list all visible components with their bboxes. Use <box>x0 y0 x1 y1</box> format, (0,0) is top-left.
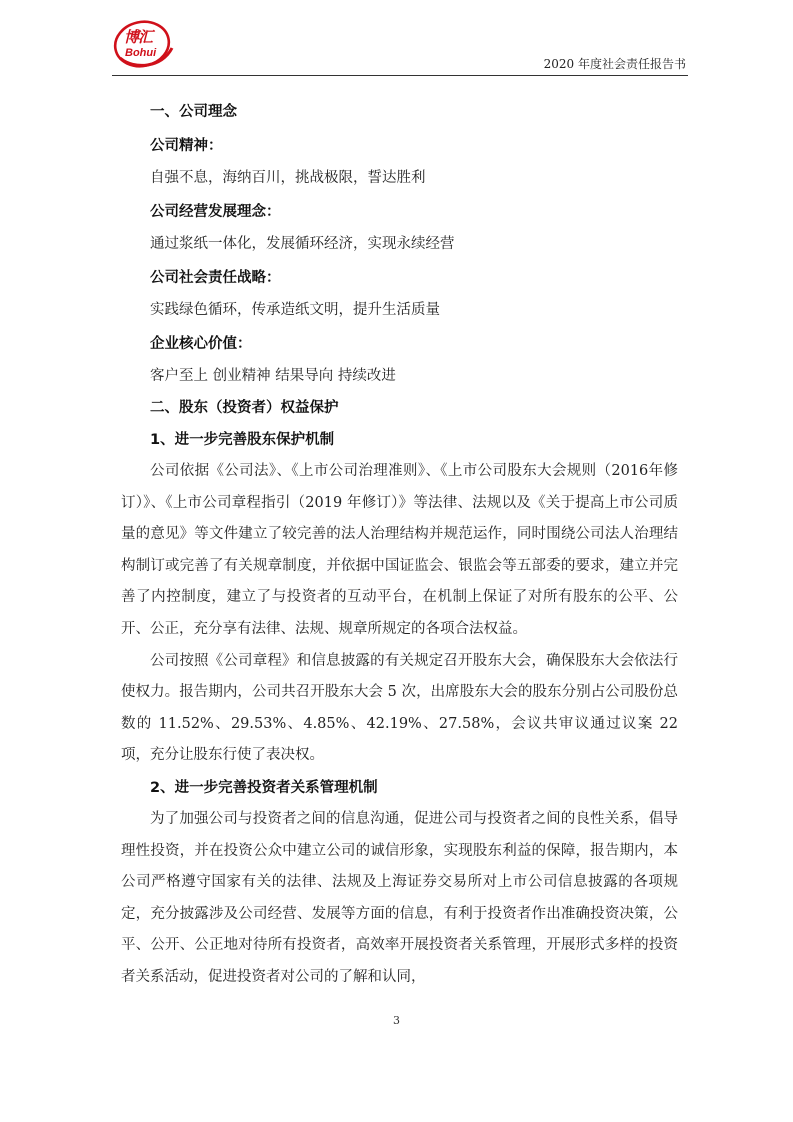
header-divider <box>112 75 688 76</box>
report-title: 2020 年度社会责任报告书 <box>543 57 686 71</box>
values-label: 企业核心价值： <box>150 336 252 352</box>
subsection-1-title: 1、进一步完善股东保护机制 <box>150 432 335 448</box>
bohui-logo <box>112 14 176 72</box>
paragraph-governance: 公司依据《公司法》、《上市公司治理准则》、《上市公司股东大会规则（2016年修订）》、《上市公司章程指引（2019 年修订）》等法律、法规以及《关于提高上市公司质量的意见》等文件建立了较完善的法人治理结构并规范运作，同时围绕公司法人治理结构制订或完善了有关规章制度，并依据中国证监会、银监会等五部委的要求，建立并完善了内控制度，建立了与投资者的互动平台，在机制上保证了对所有股东的公平、公开、公正，充分享有法律、法规、规章所规定的各项合法权益。 <box>121 463 678 637</box>
page-header <box>112 14 686 76</box>
section-2-title: 二、股东（投资者）权益保护 <box>150 400 339 416</box>
paragraph-investor-relations: 为了加强公司与投资者之间的信息沟通，促进公司与投资者之间的良性关系，倡导理性投资，并在投资公众中建立公司的诚信形象，实现股东利益的保障，报告期内，本公司严格遵守国家有关的法律、法规及上海证券交易所对上市公司信息披露的各项规定，充分披露涉及公司经营、发展等方面的信息，有利于投资者作出准确投资决策，公平、公开、公正地对待所有投资者，高效率开展投资者关系管理，开展形式多样的投资者关系活动，促进投资者对公司的了解和认同， <box>121 810 678 985</box>
philosophy-text: 通过浆纸一体化，发展循环经济，实现永续经营 <box>150 236 455 252</box>
document-body <box>121 96 678 994</box>
paragraph-shareholder-meetings: 公司按照《公司章程》和信息披露的有关规定召开股东大会，确保股东大会依法行使权力。报告期内，公司共召开股东大会 5 次，出席股东大会的股东分别占公司股份总数的 11.52%、29.53%、4.85%、42.19%、27.58%，会议共审议通过议案 22 项，充分让股东行使了表决权。 <box>121 652 678 764</box>
section-1-title: 一、公司理念 <box>150 104 237 120</box>
logo-cn-text: 博汇 <box>124 28 153 46</box>
subsection-2-title: 2、进一步完善投资者关系管理机制 <box>150 779 378 796</box>
spirit-label: 公司精神： <box>150 138 223 154</box>
strategy-label: 公司社会责任战略： <box>150 270 281 286</box>
values-text: 客户至上 创业精神 结果导向 持续改进 <box>150 368 396 384</box>
strategy-text: 实践绿色循环，传承造纸文明，提升生活质量 <box>150 302 440 318</box>
logo-en-text: Bohui <box>125 47 157 59</box>
philosophy-label: 公司经营发展理念： <box>150 204 281 220</box>
spirit-text: 自强不息，海纳百川，挑战极限，誓达胜利 <box>150 170 426 186</box>
page-number: 3 <box>393 1014 400 1027</box>
